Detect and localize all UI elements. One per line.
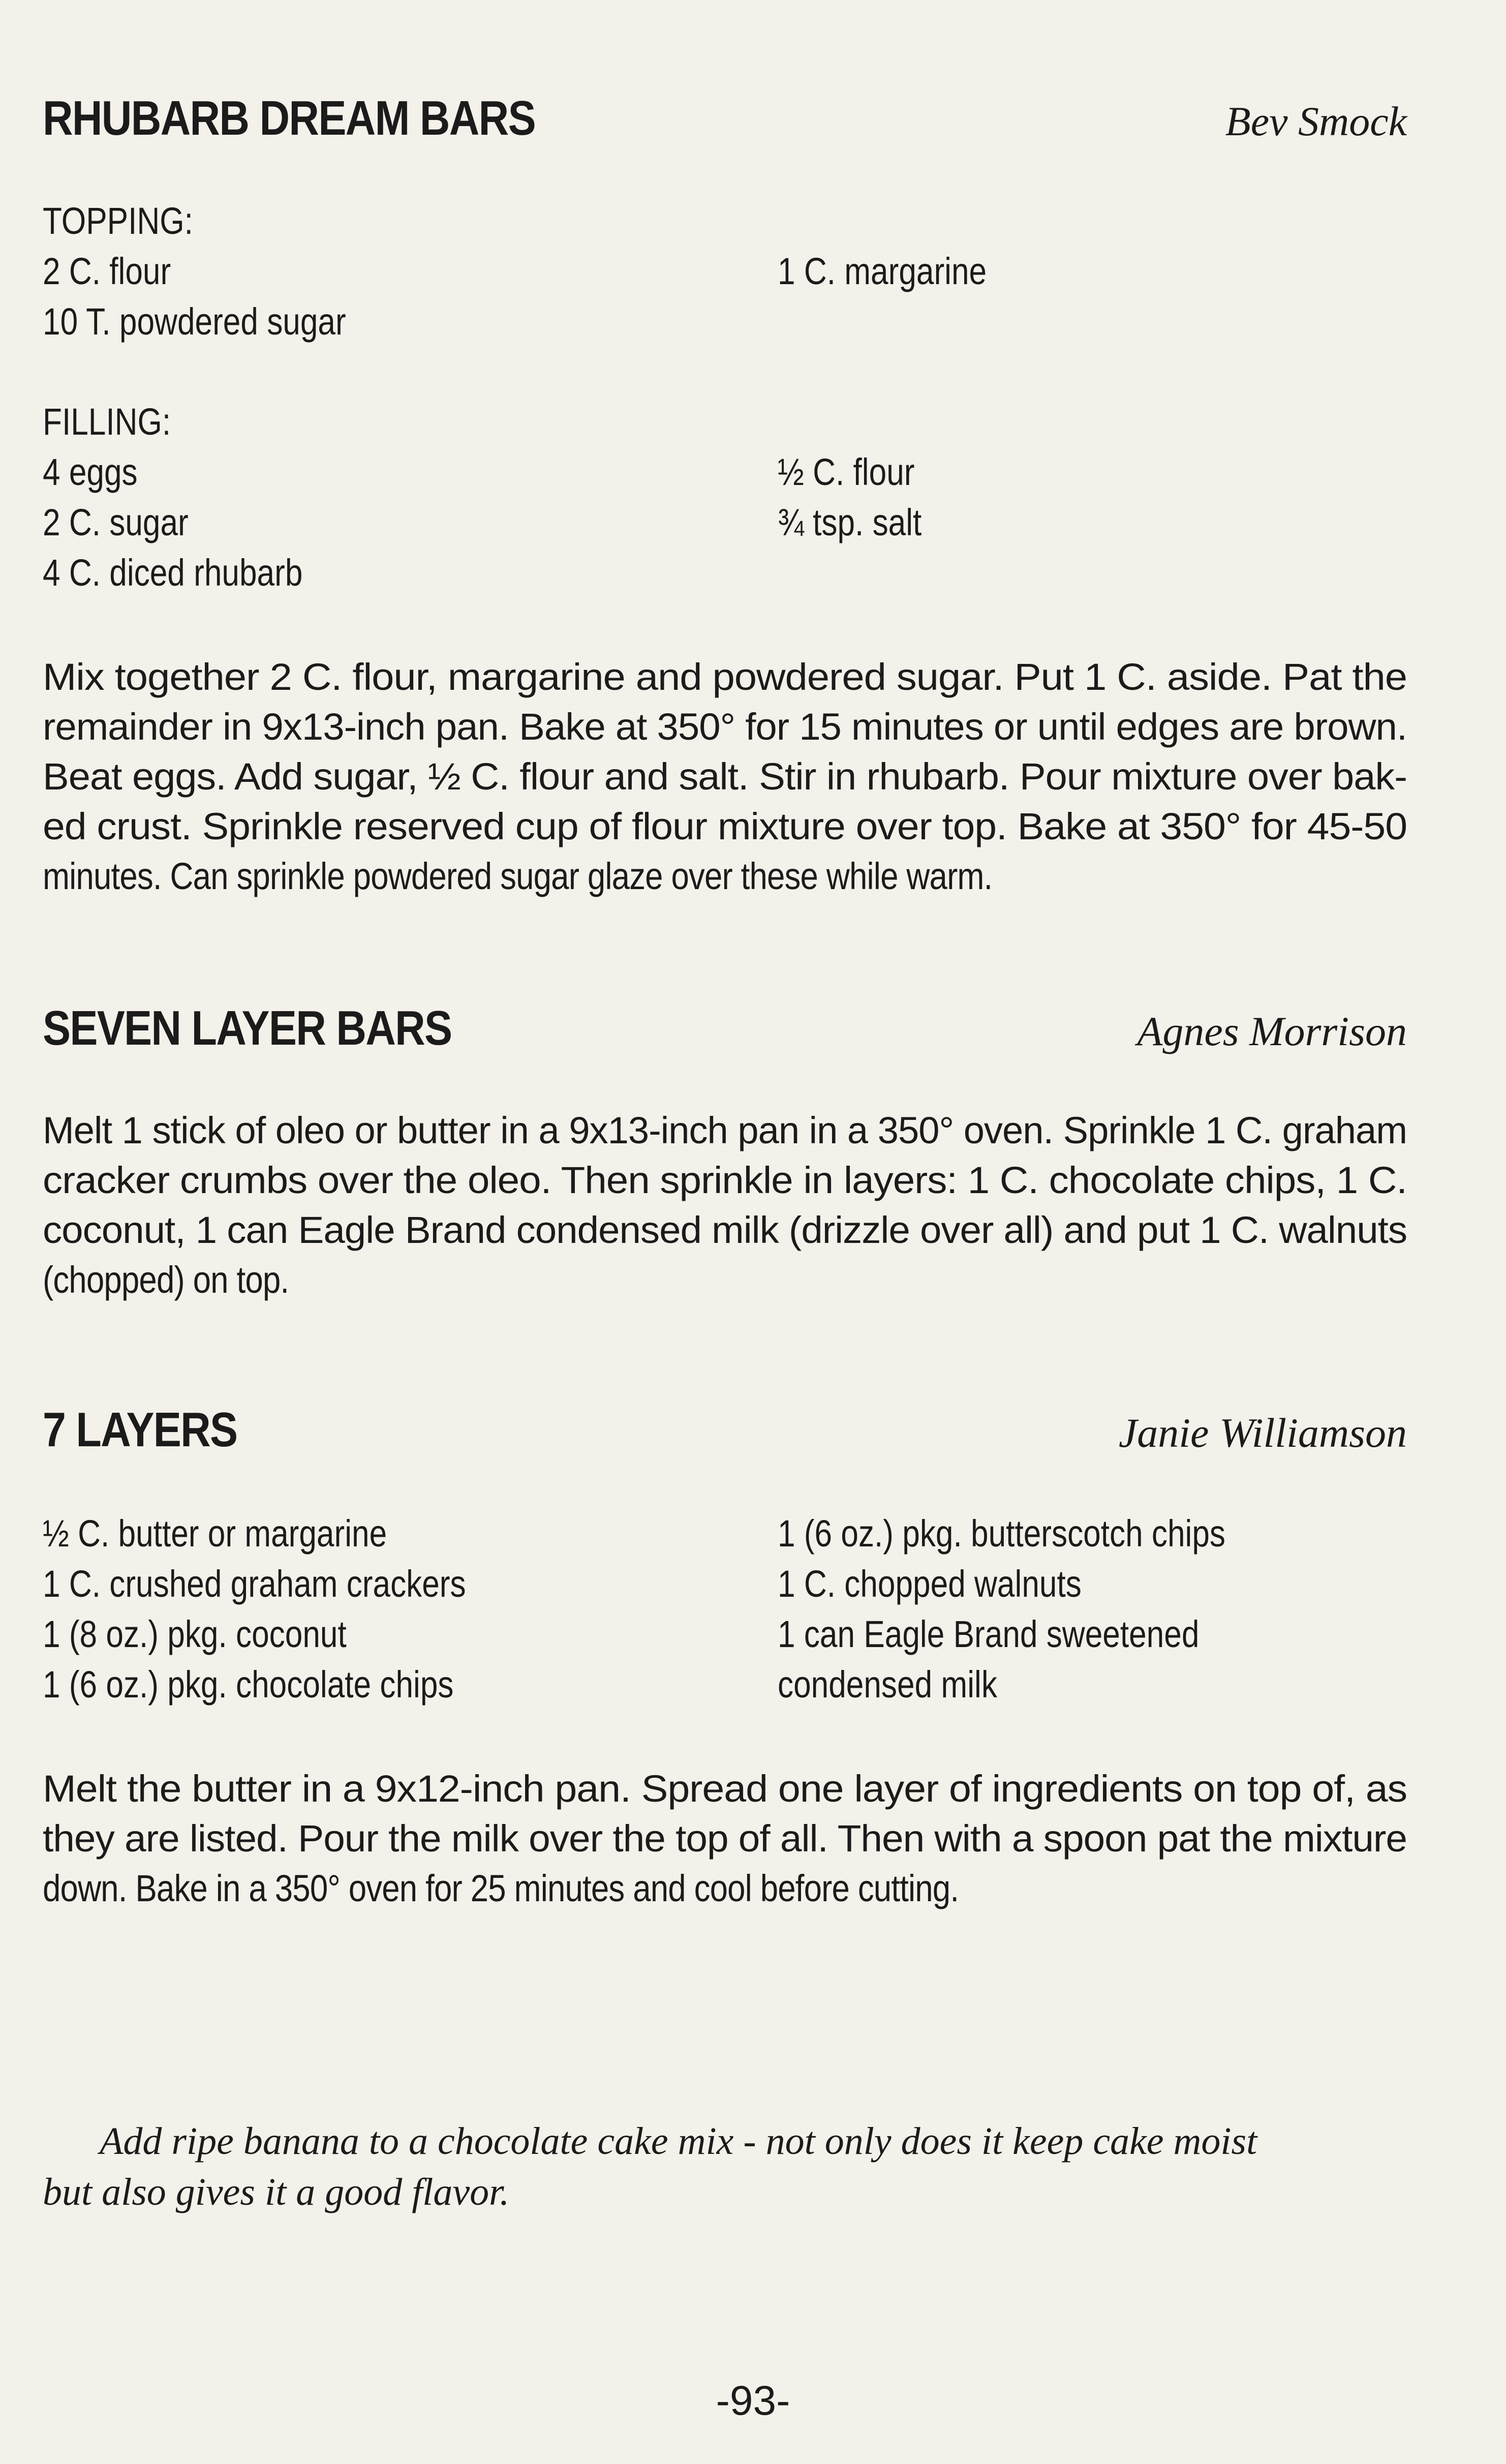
ingredient-line: 4 C. diced rhubarb bbox=[43, 552, 303, 594]
ingredient-line: 1 (6 oz.) pkg. chocolate chips bbox=[43, 1663, 454, 1706]
ingredient-line: 1 C. chopped walnuts bbox=[778, 1563, 1082, 1605]
ingredient-line: ¾ tsp. salt bbox=[778, 501, 922, 543]
ingredient-line: 4 eggs bbox=[43, 451, 138, 493]
directions-line: remainder in 9x13-inch pan. Bake at 350° for 15 minutes or until edges are brown. bbox=[43, 706, 1407, 748]
directions-line: Melt the butter in a 9x12-inch pan. Spread one layer of ingredients on top of, as bbox=[43, 1768, 1407, 1810]
directions-line: Mix together 2 C. flour, margarine and powdered sugar. Put 1 C. aside. Pat the bbox=[43, 656, 1407, 698]
directions-line: Melt 1 stick of oleo or butter in a 9x13-inch pan in a 350° oven. Sprinkle 1 C. graham bbox=[43, 1109, 1407, 1151]
directions-line: they are listed. Pour the milk over the top of all. Then with a spoon pat the mixture bbox=[43, 1817, 1407, 1860]
filling-label: FILLING: bbox=[43, 401, 171, 443]
ingredient-line: 1 (6 oz.) pkg. butterscotch chips bbox=[778, 1512, 1226, 1555]
directions-line: cracker crumbs over the oleo. Then sprinkle in layers: 1 C. chocolate chips, 1 C. bbox=[43, 1159, 1407, 1201]
ingredient-line: 10 T. powdered sugar bbox=[43, 300, 346, 343]
recipe-author-rhubarb-dream-bars: Bev Smock bbox=[1225, 98, 1407, 144]
ingredient-line: condensed milk bbox=[778, 1663, 997, 1706]
cooking-tip bbox=[43, 2116, 1407, 2217]
ingredient-line: 1 (8 oz.) pkg. coconut bbox=[43, 1613, 347, 1655]
tip-line: but also gives it a good flavor. bbox=[43, 2171, 510, 2213]
directions-line: ed crust. Sprinkle reserved cup of flour mixture over top. Bake at 350° for 45-50 bbox=[43, 805, 1407, 847]
directions-line: down. Bake in a 350° oven for 25 minutes and cool before cutting. bbox=[43, 1867, 959, 1909]
ingredient-line: ½ C. flour bbox=[778, 451, 915, 493]
recipe-directions-seven-layer-bars bbox=[43, 1106, 1407, 1305]
recipe-title-rhubarb-dream-bars: RHUBARB DREAM BARS bbox=[43, 91, 535, 145]
ingredient-line: 1 C. crushed graham crackers bbox=[43, 1563, 466, 1605]
directions-line: minutes. Can sprinkle powdered sugar glaze over these while warm. bbox=[43, 855, 993, 897]
topping-label: TOPPING: bbox=[43, 200, 193, 242]
page-number: -93- bbox=[716, 2378, 790, 2424]
directions-line: coconut, 1 can Eagle Brand condensed milk (drizzle over all) and put 1 C. walnuts bbox=[43, 1209, 1407, 1251]
ingredient-line: 1 can Eagle Brand sweetened bbox=[778, 1613, 1200, 1655]
recipe-author-seven-layer-bars: Agnes Morrison bbox=[1137, 1008, 1407, 1054]
tip-line: Add ripe banana to a chocolate cake mix - not only does it keep cake moist bbox=[100, 2120, 1257, 2163]
recipe-directions-7-layers bbox=[43, 1764, 1407, 1913]
ingredient-line: 1 C. margarine bbox=[778, 250, 987, 292]
directions-line: Beat eggs. Add sugar, ½ C. flour and salt. Stir in rhubarb. Pour mixture over bak- bbox=[43, 755, 1407, 798]
ingredient-line: ½ C. butter or margarine bbox=[43, 1512, 387, 1555]
ingredient-line: 2 C. flour bbox=[43, 250, 171, 292]
ingredient-line: 2 C. sugar bbox=[43, 501, 189, 543]
directions-line: (chopped) on top. bbox=[43, 1259, 289, 1301]
recipe-author-7-layers: Janie Williamson bbox=[1118, 1410, 1407, 1456]
recipe-title-7-layers: 7 LAYERS bbox=[43, 1403, 237, 1457]
recipe-title-seven-layer-bars: SEVEN LAYER BARS bbox=[43, 1001, 452, 1055]
recipe-directions-rhubarb-dream-bars bbox=[43, 652, 1407, 901]
